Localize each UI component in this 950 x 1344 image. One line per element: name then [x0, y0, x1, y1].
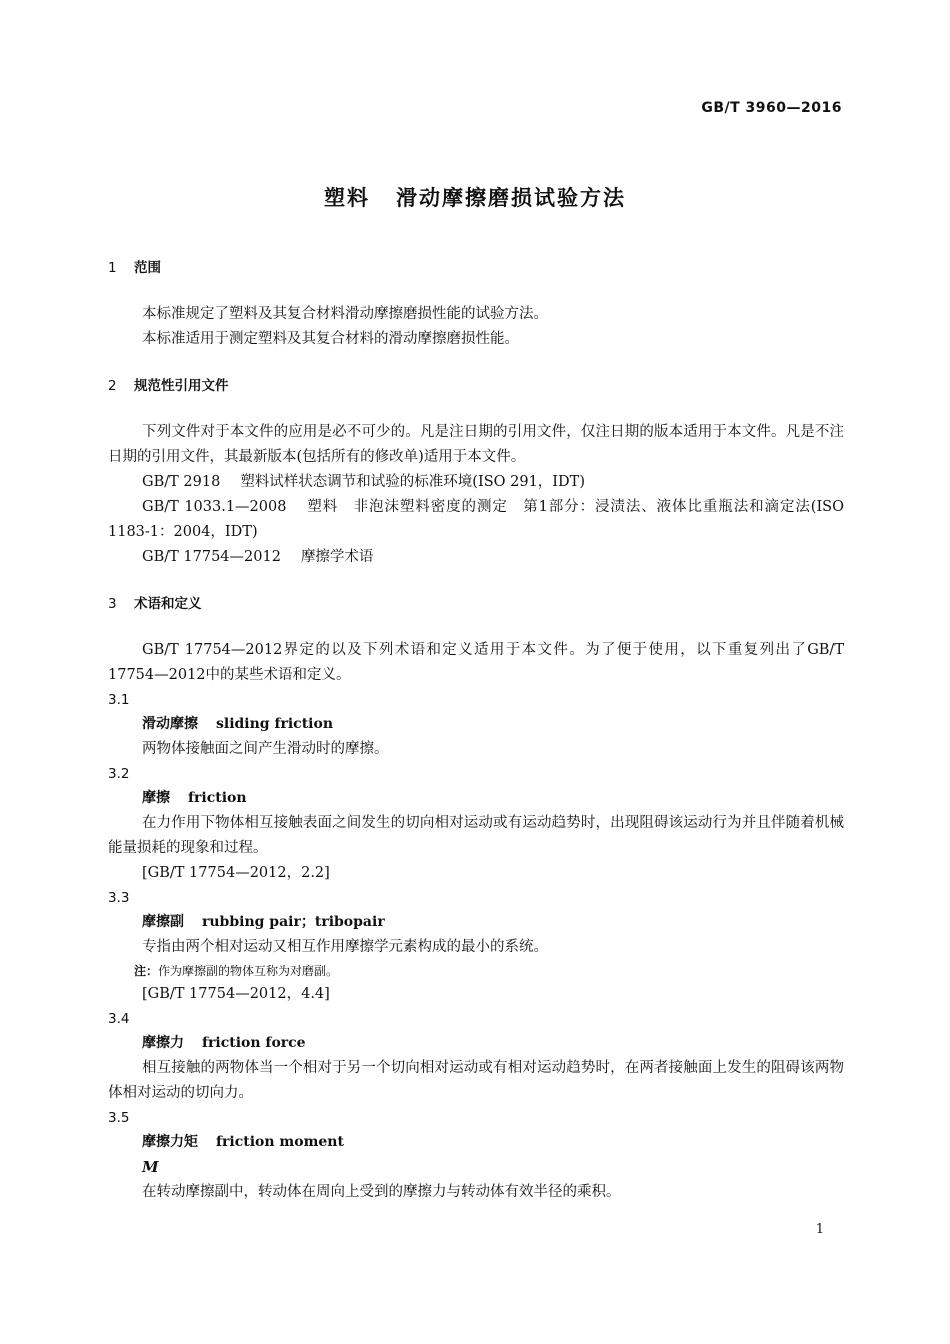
title-part2: 滑动摩擦磨损试验方法 [396, 186, 626, 210]
term-number: 3.2 [108, 766, 130, 782]
term-heading: 摩擦副 rubbing pair；tribopair [142, 914, 385, 930]
term-heading: 滑动摩擦 sliding friction [142, 716, 334, 732]
term-heading: 摩擦力 friction force [142, 1035, 306, 1051]
document-body [108, 256, 844, 1205]
page-number: 1 [815, 1222, 824, 1237]
standard-code: GB/T 3960—2016 [701, 100, 842, 116]
term-number: 3.5 [108, 1110, 130, 1126]
term-number: 3.1 [108, 692, 130, 708]
section-heading-1: 1 范围 [108, 260, 161, 276]
document-title [0, 182, 950, 212]
reference-item: GB/T 1033.1—2008 塑料 非泡沫塑料密度的测定 第1部分：浸渍法、液体比重瓶法和滴定法(ISO 1183-1：2004，IDT) [108, 499, 844, 540]
paragraph: 下列文件对于本文件的应用是必不可少的。凡是注日期的引用文件，仅注日期的版本适用于本文件。凡是不注日期的引用文件，其最新版本(包括所有的修改单)适用于本文件。 [108, 424, 844, 465]
term-definition: 两物体接触面之间产生滑动时的摩擦。 [142, 741, 389, 757]
term-heading: 摩擦 friction [142, 790, 247, 806]
term-heading: 摩擦力矩 friction moment [142, 1134, 344, 1150]
term-note: 注：作为摩擦副的物体互称为对磨副。 [134, 964, 339, 978]
term-symbol: M [142, 1158, 159, 1176]
term-definition: 相互接触的两物体当一个相对于另一个切向相对运动或有相对运动趋势时，在两者接触面上发生的阻碍该两物体相对运动的切向力。 [108, 1060, 844, 1101]
reference-item: GB/T 2918 塑料试样状态调节和试验的标准环境(ISO 291，IDT) [142, 474, 585, 490]
term-number: 3.3 [108, 890, 130, 906]
term-source: [GB/T 17754—2012，2.2] [142, 865, 330, 881]
term-definition: 在转动摩擦副中，转动体在周向上受到的摩擦力与转动体有效半径的乘积。 [142, 1184, 621, 1200]
section-heading-2: 2 规范性引用文件 [108, 378, 229, 394]
term-definition: 专指由两个相对运动又相互作用摩擦学元素构成的最小的系统。 [142, 939, 548, 955]
title-part1: 塑料 [324, 186, 370, 210]
paragraph: 本标准适用于测定塑料及其复合材料的滑动摩擦磨损性能。 [142, 331, 519, 347]
term-number: 3.4 [108, 1011, 130, 1027]
paragraph: GB/T 17754—2012界定的以及下列术语和定义适用于本文件。为了便于使用，以下重复列出了GB/T 17754—2012中的某些术语和定义。 [108, 642, 844, 683]
reference-item: GB/T 17754—2012 摩擦学术语 [142, 549, 374, 565]
term-definition: 在力作用下物体相互接触表面之间发生的切向相对运动或有运动趋势时，出现阻碍该运动行为并且伴随着机械能量损耗的现象和过程。 [108, 815, 844, 856]
paragraph: 本标准规定了塑料及其复合材料滑动摩擦磨损性能的试验方法。 [142, 306, 548, 322]
term-source: [GB/T 17754—2012，4.4] [142, 986, 330, 1002]
section-heading-3: 3 术语和定义 [108, 596, 202, 612]
